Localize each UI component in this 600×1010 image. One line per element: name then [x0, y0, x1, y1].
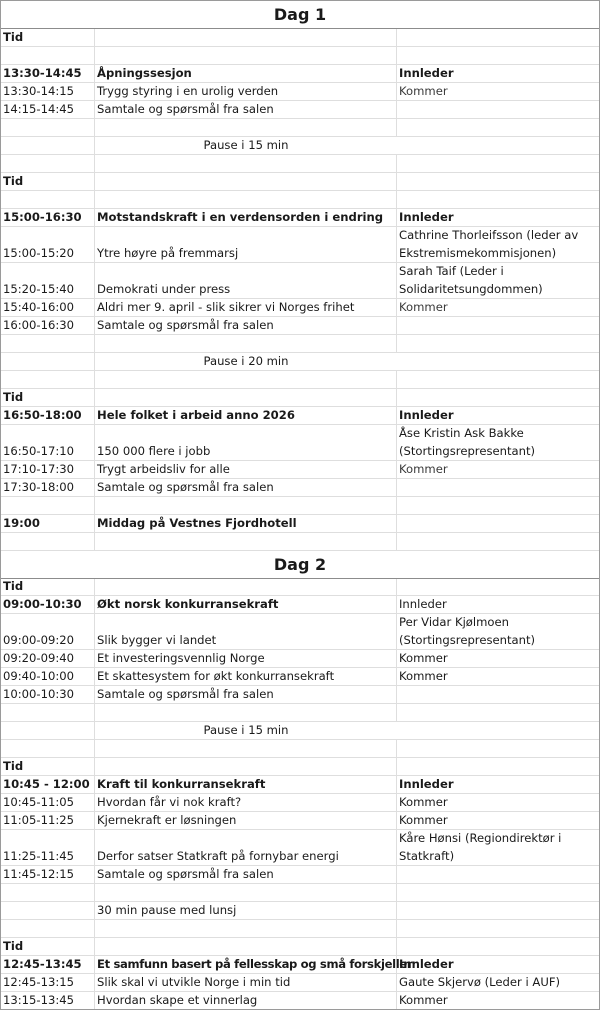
item-time: 13:15-13:45 — [1, 992, 95, 1009]
item-speaker — [397, 425, 599, 460]
speaker-line: (Stortingsrepresentant) — [399, 443, 536, 458]
item-topic: Hvordan skape et vinnerlag — [95, 992, 397, 1009]
tid-header-row — [1, 29, 599, 47]
item-speaker: Kommer — [399, 299, 448, 314]
tid-header-row — [1, 579, 599, 596]
item-topic: Samtale og spørsmål fra salen — [95, 686, 397, 703]
spacer-row — [1, 533, 599, 551]
agenda-row — [1, 614, 599, 650]
tid-header-row — [1, 938, 599, 956]
session-speaker: Innleder — [399, 407, 454, 422]
item-time: 12:45-13:15 — [1, 974, 95, 991]
item-time: 17:30-18:00 — [1, 479, 95, 496]
session-time: 10:45 - 12:00 — [1, 776, 95, 793]
agenda-row — [1, 479, 599, 497]
tid-header-row — [1, 173, 599, 191]
item-topic: Ytre høyre på fremmarsj — [95, 227, 397, 262]
session-header-row — [1, 407, 599, 425]
spacer-row — [1, 884, 599, 902]
speaker-line: Cathrine Thorleifsson (leder av — [399, 228, 579, 242]
session-title: Kraft til konkurransekraft — [95, 776, 397, 793]
session-speaker: Innleder — [399, 209, 454, 224]
item-speaker — [397, 101, 599, 118]
item-time: 14:15-14:45 — [1, 101, 95, 118]
day-header-row — [1, 1, 599, 29]
session-time: 16:50-18:00 — [1, 407, 95, 424]
item-time: 16:00-16:30 — [1, 317, 95, 334]
item-topic: Samtale og spørsmål fra salen — [95, 866, 397, 883]
speaker-line: Sarah Taif (Leder i — [399, 264, 504, 278]
item-speaker: Gaute Skjervø (Leder i AUF) — [399, 974, 561, 989]
session-header-row — [1, 596, 599, 614]
item-time: 10:00-10:30 — [1, 686, 95, 703]
dinner-row — [1, 515, 599, 533]
spacer-row — [1, 920, 599, 938]
item-time: 11:25-11:45 — [1, 830, 95, 865]
agenda-row — [1, 794, 599, 812]
item-topic: Demokrati under press — [95, 263, 397, 298]
session-header-row — [1, 956, 599, 974]
speaker-line: (Stortingsrepresentant) — [399, 632, 536, 647]
session-title: Åpningssesjon — [95, 65, 397, 82]
pause-label: Pause i 15 min — [203, 137, 289, 152]
tid-header: Tid — [1, 173, 95, 190]
pause-row — [1, 353, 599, 371]
agenda-row — [1, 668, 599, 686]
tid-header-row — [1, 389, 599, 407]
item-speaker: Kommer — [399, 794, 448, 809]
item-topic: Derfor satser Statkraft på fornybar energi — [95, 830, 397, 865]
agenda-row — [1, 299, 599, 317]
item-topic: Samtale og spørsmål fra salen — [95, 317, 397, 334]
pause-row — [1, 722, 599, 740]
spacer-row — [1, 740, 599, 758]
lunch-row — [1, 902, 599, 920]
agenda-row — [1, 227, 599, 263]
spacer-row — [1, 155, 599, 173]
empty-cell — [95, 29, 397, 46]
item-speaker — [397, 263, 599, 298]
tid-header-row — [1, 758, 599, 776]
speaker-line: Kåre Hønsi (Regiondirektør i — [399, 831, 562, 845]
item-topic: Hvordan får vi nok kraft? — [95, 794, 397, 811]
spacer-row — [1, 119, 599, 137]
item-speaker: Kommer — [399, 812, 448, 827]
item-topic: Aldri mer 9. april - slik sikrer vi Norges frihet — [95, 299, 397, 316]
item-time: 10:45-11:05 — [1, 794, 95, 811]
item-time: 16:50-17:10 — [1, 425, 95, 460]
day-title: Dag 2 — [273, 555, 327, 574]
item-time: 09:20-09:40 — [1, 650, 95, 667]
item-speaker — [397, 830, 599, 865]
session-time: 15:00-16:30 — [1, 209, 95, 226]
agenda-row — [1, 812, 599, 830]
session-speaker: Innleder — [399, 65, 454, 80]
spacer-row — [1, 335, 599, 353]
session-time: 09:00-10:30 — [1, 596, 95, 613]
item-speaker: Kommer — [399, 668, 448, 683]
pause-label: Pause i 20 min — [203, 353, 289, 368]
agenda-row — [1, 263, 599, 299]
session-title: Et samfunn basert på fellesskap og små forskjeller — [95, 956, 397, 973]
empty-cell — [397, 29, 599, 46]
item-time: 11:45-12:15 — [1, 866, 95, 883]
item-topic: Trygg styring i en urolig verden — [95, 83, 397, 100]
item-topic: Et skattesystem for økt konkurransekraft — [95, 668, 397, 685]
agenda-row — [1, 101, 599, 119]
item-speaker: Kommer — [399, 83, 448, 98]
item-time: 15:40-16:00 — [1, 299, 95, 316]
tid-header: Tid — [1, 938, 95, 955]
item-topic: Kjernekraft er løsningen — [95, 812, 397, 829]
tid-header: Tid — [1, 579, 95, 595]
session-title: Hele folket i arbeid anno 2026 — [95, 407, 397, 424]
session-title: Motstandskraft i en verdensorden i endring — [95, 209, 397, 226]
agenda-row — [1, 425, 599, 461]
session-header-row — [1, 65, 599, 83]
spacer-row — [1, 497, 599, 515]
pause-label: Pause i 15 min — [203, 722, 289, 737]
agenda-row — [1, 83, 599, 101]
speaker-line: Per Vidar Kjølmoen — [399, 615, 509, 629]
speaker-line: Åse Kristin Ask Bakke — [399, 426, 524, 440]
tid-header: Tid — [1, 389, 95, 406]
tid-header: Tid — [1, 758, 95, 775]
item-topic: Trygt arbeidsliv for alle — [95, 461, 397, 478]
day-header-row — [1, 551, 599, 579]
session-time: 12:45-13:45 — [1, 956, 95, 973]
spacer-row — [1, 371, 599, 389]
spacer-row — [1, 704, 599, 722]
agenda-row — [1, 650, 599, 668]
agenda-row — [1, 866, 599, 884]
item-speaker — [397, 614, 599, 649]
session-speaker: Innleder — [399, 596, 447, 611]
spacer-row — [1, 47, 599, 65]
pause-row — [1, 137, 599, 155]
item-time: 17:10-17:30 — [1, 461, 95, 478]
item-speaker: Kommer — [399, 461, 448, 476]
agenda-row — [1, 317, 599, 335]
day-title: Dag 1 — [273, 5, 327, 24]
item-speaker: Kommer — [399, 992, 448, 1007]
session-time: 13:30-14:45 — [1, 65, 95, 82]
item-speaker — [397, 227, 599, 262]
item-time: 15:20-15:40 — [1, 263, 95, 298]
session-speaker: Innleder — [399, 776, 454, 791]
tid-header: Tid — [1, 29, 95, 46]
item-topic: Slik bygger vi landet — [95, 614, 397, 649]
session-header-row — [1, 776, 599, 794]
item-time: 15:00-15:20 — [1, 227, 95, 262]
item-topic: Samtale og spørsmål fra salen — [95, 479, 397, 496]
item-speaker: Kommer — [399, 650, 448, 665]
item-topic: Et investeringsvennlig Norge — [95, 650, 397, 667]
speaker-line: Ekstremismekommisjonen) — [399, 245, 557, 260]
session-header-row — [1, 209, 599, 227]
speaker-line: Solidaritetsungdommen) — [399, 281, 543, 296]
item-topic: 150 000 flere i jobb — [95, 425, 397, 460]
agenda-row — [1, 992, 599, 1010]
session-title: Økt norsk konkurransekraft — [95, 596, 397, 613]
speaker-line: Statkraft) — [399, 848, 455, 863]
session-speaker: Innleder — [399, 956, 454, 971]
agenda-row — [1, 686, 599, 704]
dinner-title: Middag på Vestnes Fjordhotell — [95, 515, 397, 532]
agenda-row — [1, 974, 599, 992]
item-time: 13:30-14:15 — [1, 83, 95, 100]
item-time: 09:40-10:00 — [1, 668, 95, 685]
agenda-row — [1, 830, 599, 866]
dinner-time: 19:00 — [1, 515, 95, 532]
item-topic: Samtale og spørsmål fra salen — [95, 101, 397, 118]
item-topic: Slik skal vi utvikle Norge i min tid — [95, 974, 397, 991]
item-time: 09:00-09:20 — [1, 614, 95, 649]
agenda-row — [1, 461, 599, 479]
lunch-label: 30 min pause med lunsj — [95, 902, 397, 919]
item-time: 11:05-11:25 — [1, 812, 95, 829]
spacer-row — [1, 191, 599, 209]
